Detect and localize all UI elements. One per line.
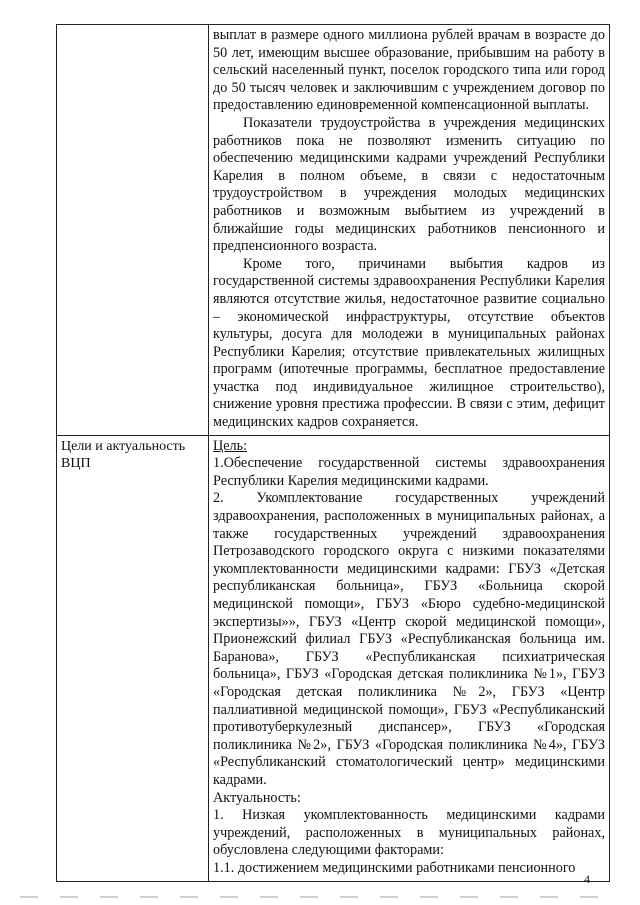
relevance-heading: Актуальность: xyxy=(213,789,301,806)
vcp-passport-table xyxy=(56,24,610,882)
row-content-cell xyxy=(209,435,610,881)
scan-artifact-line xyxy=(20,896,620,898)
goal-item-2: 2. Укомплектование государственных учреждений здравоохранения, расположенных в муниципальных районах, а также государственных учреждений здравоохранения Петрозаводского городского округа с низкими показателями укомплектованности медицинскими кадрами: ГБУЗ «Детская республиканская больница», ГБУЗ «Больница скорой медицинской помощи», ГБУЗ «Бюро судебно-медицинской экспертизы»», ГБУЗ «Центр скорой медицинской помощи», Прионежский филиал ГБУЗ «Республиканская больница им. Баранова», ГБУЗ «Республиканская психиатрическая больница», ГБУЗ «Городская детская поликлиника №1», ГБУЗ «Городская детская поликлиника №2», ГБУЗ «Центр паллиативной медицинской помощи», ГБУЗ «Республиканский противотуберкулезный диспансер», ГБУЗ «Городская поликлиника №2», ГБУЗ «Городская поликлиника №4», ГБУЗ «Республиканский стоматологический центр» медицинскими кадрами. xyxy=(213,490,605,788)
row-label-cell xyxy=(57,25,209,436)
paragraph-employment: Показатели трудоустройства в учреждения медицинских работников пока не позволяют изменить ситуацию по обеспечению медицинскими кадрами учреждений Республики Карелия в полном объеме, в связи с недостаточным трудоустройством в учреждения молодых медицинских работников и возможным выбытием из учреждений в ближайшие годы медицинских работников пенсионного и предпенсионного возраста. xyxy=(213,114,605,255)
row-label-cell: Цели и актуальность ВЦП xyxy=(57,435,209,881)
goal-item-1: 1.Обеспечение государственной системы здравоохранения Республики Карелия медицинскими кадрами. xyxy=(213,455,605,489)
paragraph-staff-reasons: Кроме того, причинами выбытия кадров из государственной системы здравоохранения Республики Карелия являются отсутствие жилья, недостаточное развитие социально – экономической инфраструктуры, отсутствие объектов культуры, досуга для молодежи в муниципальных районах Республики Карелия; отсутствие привлекательных жилищных программ (ипотечные программы, бесплатное предоставление участка под индивидуальное жилищное строительство), снижение уровня престижа профессии. В связи с этим, дефицит медицинских кадров сохраняется. xyxy=(213,255,605,431)
paragraph-payments: выплат в размере одного миллиона рублей врачам в возрасте до 50 лет, имеющим высшее образование, прибывшим на работу в сельский населенный пункт, поселок городского типа или город до 50 тысяч человек и заключившим с учреждением договор по предоставлению единовременной компенсационной выплаты. xyxy=(213,27,605,114)
page-number: 4 xyxy=(584,872,590,886)
row-content-cell xyxy=(209,25,610,436)
relevance-item-1-1: 1.1. достижением медицинскими работниками пенсионного xyxy=(213,859,576,876)
goal-heading: Цель: xyxy=(213,437,248,454)
table-row xyxy=(57,435,610,881)
relevance-item-1: 1. Низкая укомплектованность медицинскими кадрами учреждений, расположенных в муниципальных районах, обусловлена следующими факторами: xyxy=(213,807,605,859)
table-row xyxy=(57,25,610,436)
